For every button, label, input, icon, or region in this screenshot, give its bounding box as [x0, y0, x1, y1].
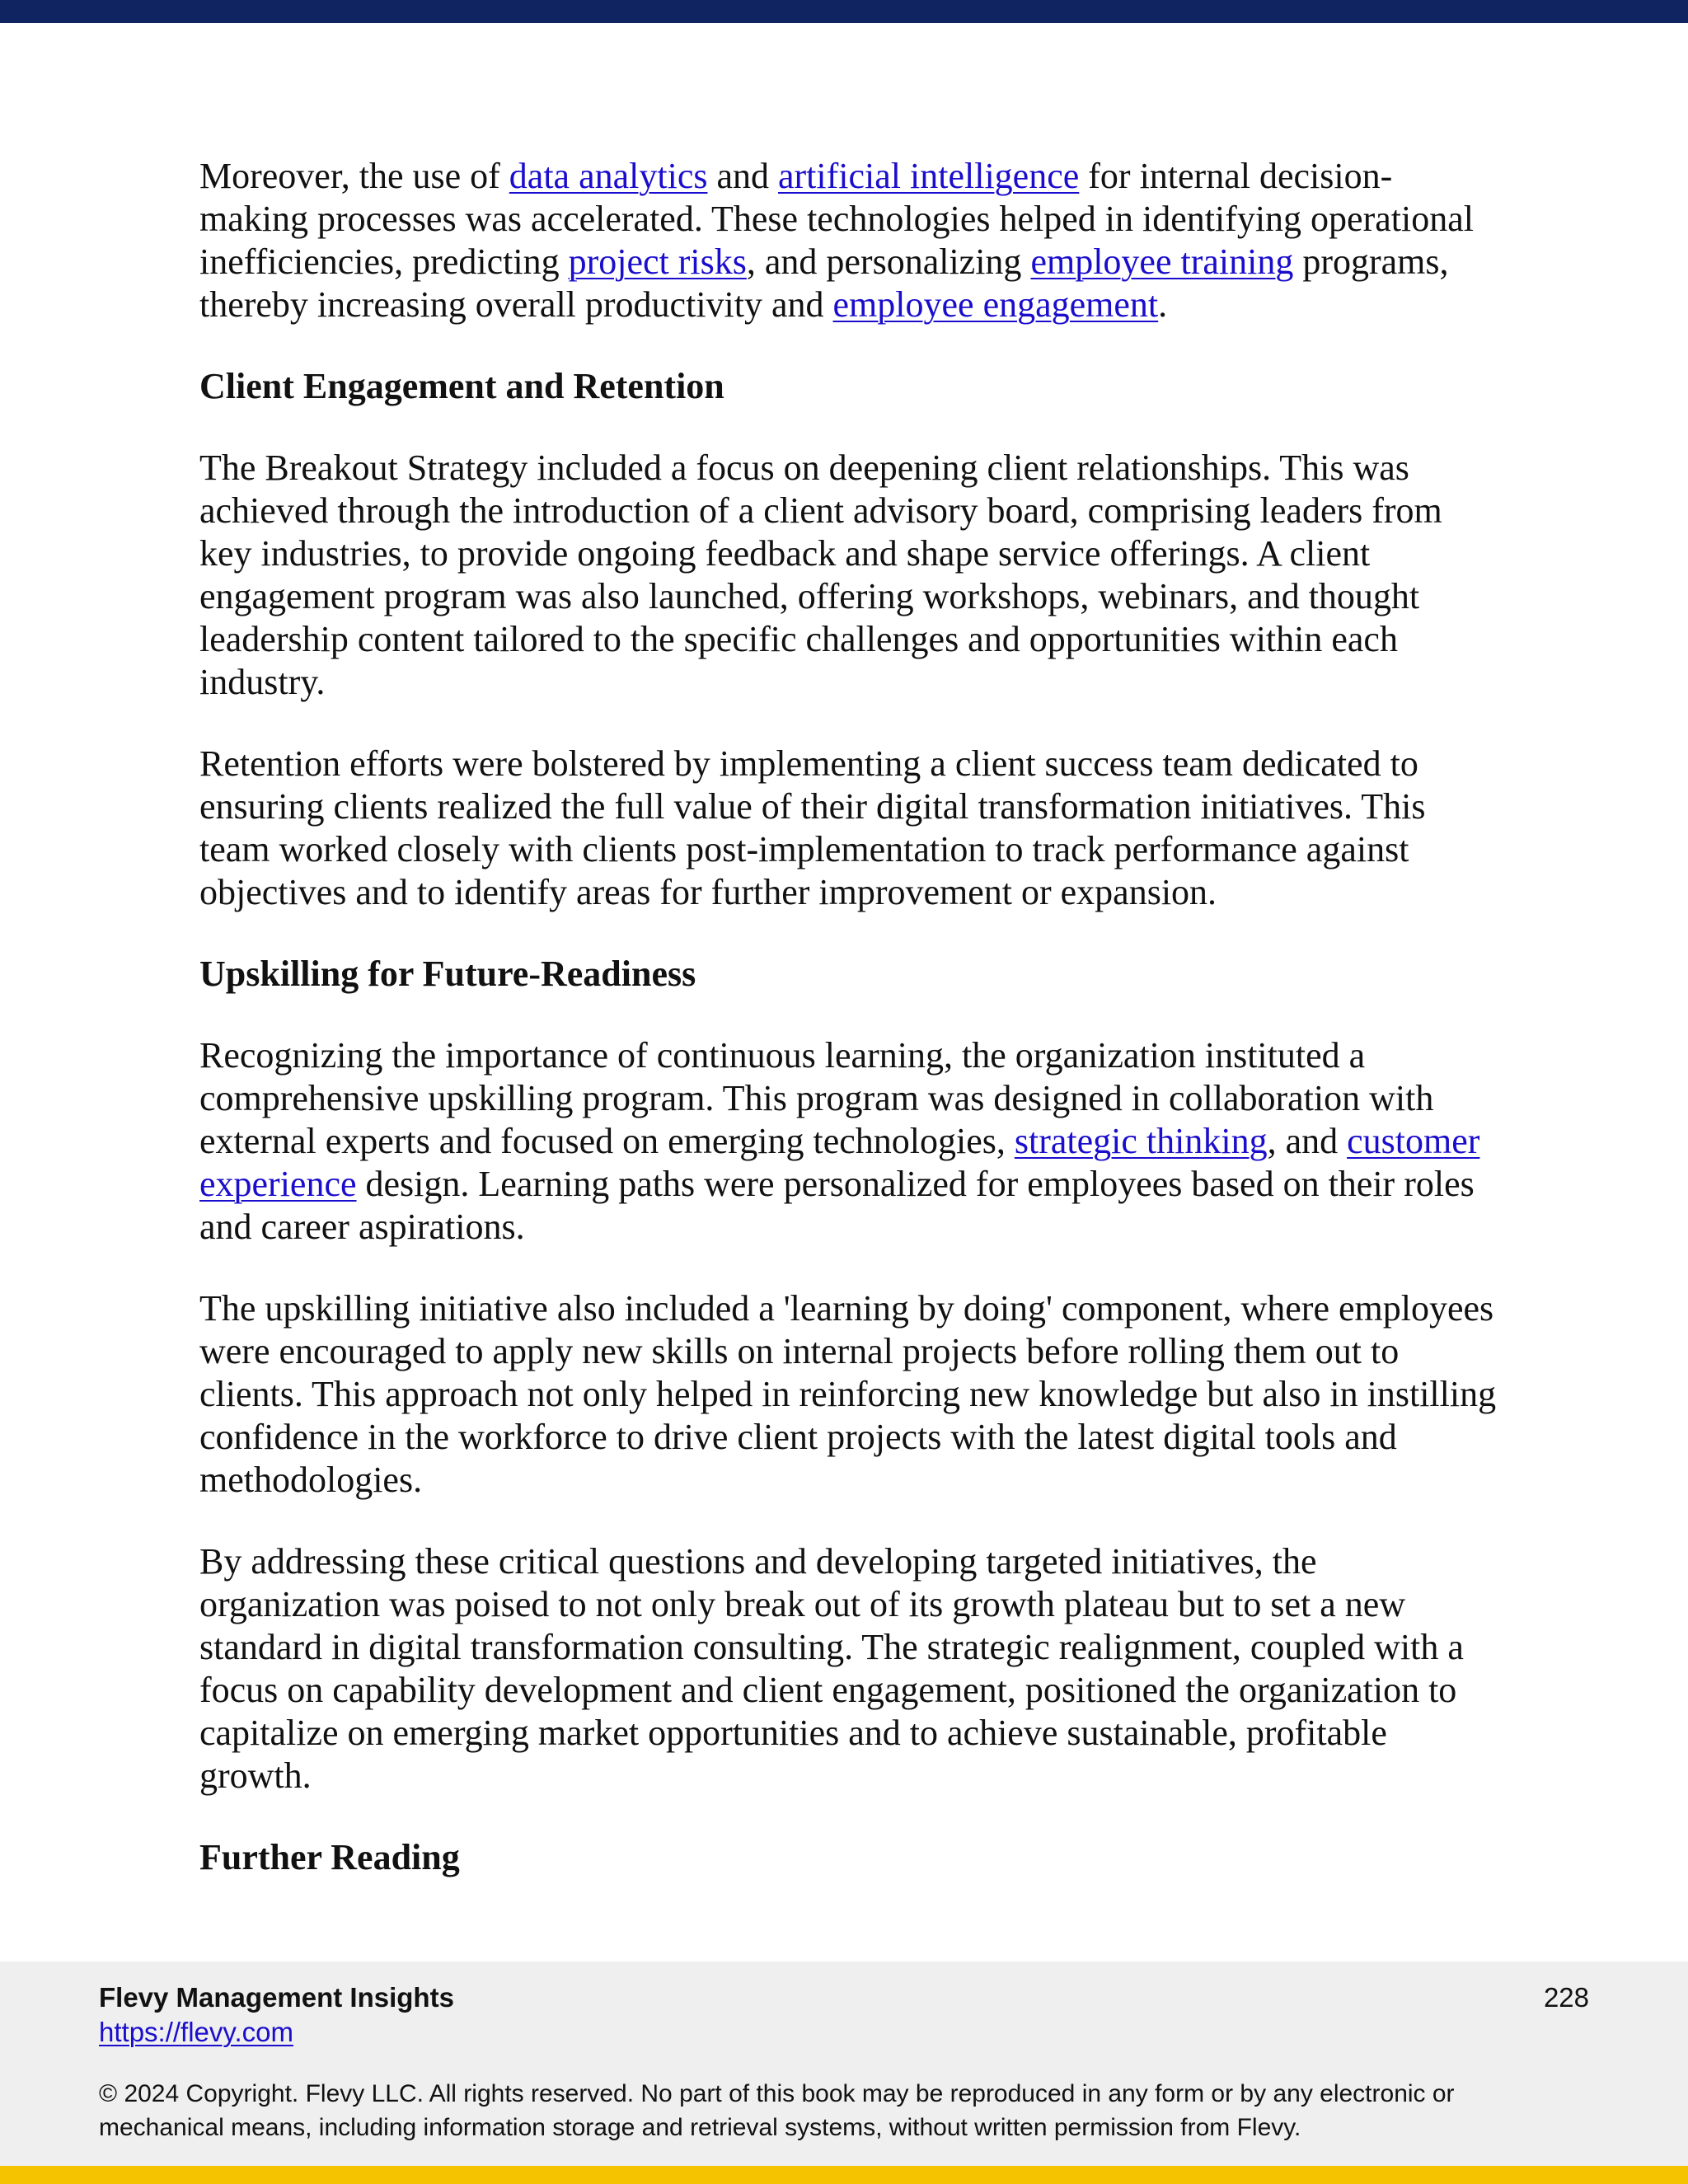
header-accent-bar: [0, 0, 1688, 23]
text-run: for internal decision-making processes was accelerated. These technologies helped in identifying operational inefficiencies, predicting: [199, 156, 1474, 282]
text-run: programs, thereby increasing overall productivity and: [199, 241, 1449, 325]
link-data-analytics[interactable]: data analytics: [509, 156, 708, 196]
link-project-risks[interactable]: project risks: [568, 241, 747, 282]
text-run: , and personalizing: [746, 241, 1031, 282]
link-customer-experience[interactable]: customer experience: [199, 1121, 1480, 1204]
text-run: .: [1158, 284, 1168, 325]
footer-accent-bar: [0, 2166, 1688, 2184]
paragraph-learning-by-doing: The upskilling initiative also included a 'learning by doing' component, where employees were encouraged to apply new skills on internal projects before rolling them out to clients. This approach not only helped in reinforcing new knowledge but also in instilling confidence in the workforce to drive client projects with the latest digital tools and methodologies.: [199, 1288, 1497, 1500]
footer-website-link[interactable]: https://flevy.com: [99, 2017, 293, 2047]
paragraph-retention: Retention efforts were bolstered by implementing a client success team dedicated to ensuring clients realized the full value of their digital transformation initiatives. This team worked closely with clients post-implementation to track performance against objectives and to identify areas for further improvement or expansion.: [199, 743, 1426, 912]
paragraph-conclusion: By addressing these critical questions and developing targeted initiatives, the organization was poised to not only break out of its growth plateau but to set a new standard in digital transformation consulting. The strategic realignment, coupled with a focus on capability development and client engagement, positioned the organization to capitalize on emerging market opportunities and to achieve sustainable, profitable growth.: [199, 1541, 1464, 1796]
text-run: Recognizing the importance of continuous learning, the organization instituted a comprehensive upskilling program. This program was designed in collaboration with external experts and focused on emerging technologies,: [199, 1035, 1434, 1161]
copyright-notice: © 2024 Copyright. Flevy LLC. All rights reserved. No part of this book may be reproduced in any form or by any electronic or mechanical means, including information storage and retrieval systems, without written permission from Flevy.: [99, 2080, 1455, 2141]
footer-brand: Flevy Management Insights: [99, 1982, 454, 2013]
link-employee-engagement[interactable]: employee engagement: [832, 284, 1159, 325]
paragraph-analytics: [199, 155, 1498, 326]
link-artificial-intelligence[interactable]: artificial intelligence: [778, 156, 1080, 196]
paragraph-continuous-learning: [199, 1034, 1498, 1249]
document-body: [199, 155, 1498, 1918]
heading-further-reading: Further Reading: [199, 1837, 460, 1877]
text-run: Moreover, the use of: [199, 156, 509, 196]
heading-upskilling: Upskilling for Future-Readiness: [199, 954, 696, 994]
page-number: 228: [1543, 1982, 1589, 2013]
paragraph-client-relationships: The Breakout Strategy included a focus on deepening client relationships. This was achieved through the introduction of a client advisory board, comprising leaders from key industries, to provide ongoing feedback and shape service offerings. A client engagement program was also launched, offering workshops, webinars, and thought leadership content tailored to the specific challenges and opportunities within each industry.: [199, 448, 1442, 702]
text-run: design. Learning paths were personalized for employees based on their roles and career aspirations.: [199, 1164, 1475, 1247]
link-strategic-thinking[interactable]: strategic thinking: [1014, 1121, 1268, 1161]
link-employee-training[interactable]: employee training: [1030, 241, 1294, 282]
text-run: and: [707, 156, 778, 196]
page-footer: [0, 1961, 1688, 2166]
text-run: , and: [1267, 1121, 1348, 1161]
heading-client-engagement: Client Engagement and Retention: [199, 366, 724, 406]
footer-url: [99, 2016, 293, 2049]
